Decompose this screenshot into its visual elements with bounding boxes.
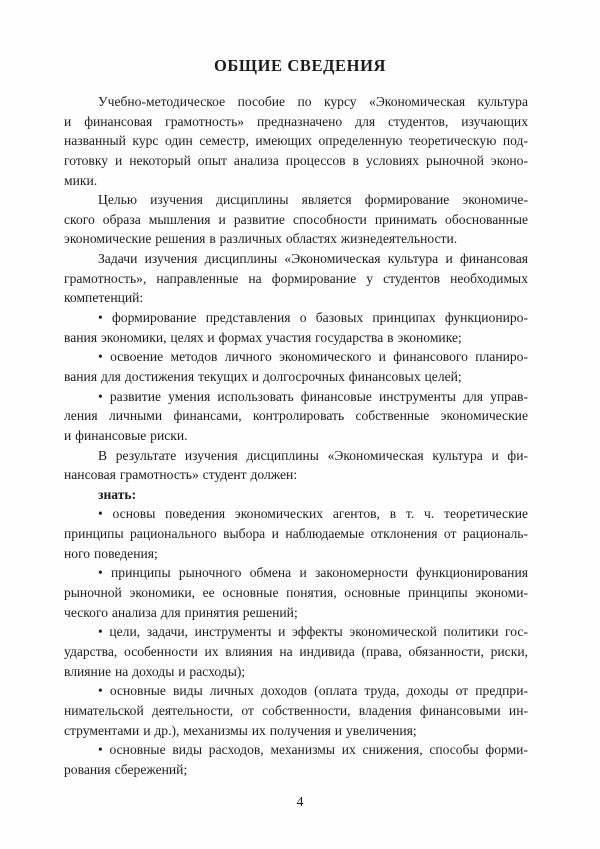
bullet-paragraph <box>64 347 528 386</box>
text-line: • освоение методов личного экономического и финансового планиро- <box>98 349 528 365</box>
text-line: • цели, задачи, инструменты и эффекты экономической политики гос- <box>98 624 528 640</box>
text-line: • основные виды расходов, механизмы их снижения, способы форми- <box>98 742 528 758</box>
text-line: нансовая грамотность» студент должен: <box>64 467 298 483</box>
text-line: ударства, особенности их влияния на индивида (права, обязанности, риски, <box>64 643 528 659</box>
text-line: ческого анализа для принятия решений; <box>64 604 298 620</box>
text-line: • принципы рыночного обмена и закономерности функционирования <box>98 565 528 581</box>
text-line: мики. <box>64 172 98 188</box>
bullet-paragraph <box>64 681 528 740</box>
text-line: вания экономики, целях и формах участия государства в экономике; <box>64 329 462 345</box>
text-line: Учебно-методическое пособие по курсу «Экономическая культура <box>98 94 528 109</box>
text-line: названный курс один семестр, имеющих определенную теоретическую под- <box>64 133 528 149</box>
bullet-paragraph <box>64 622 528 681</box>
paragraph <box>64 92 528 190</box>
bullet-paragraph <box>64 387 528 446</box>
bullet-paragraph <box>64 740 528 779</box>
text-line: знать: <box>98 486 137 502</box>
text-line: принципы рационального выбора и наблюдаемые отклонения от рациональ- <box>64 526 528 542</box>
text-line: рыночной экономики, ее основные понятия, основные принципы экономи- <box>64 585 528 601</box>
text-line: готовку и некоторый опыт анализа процессов в условиях рыночной эконо- <box>64 152 528 168</box>
text-line: • развитие умения использовать финансовые инструменты для управ- <box>98 388 528 404</box>
paragraph <box>64 446 528 485</box>
text-line: • основы поведения экономических агентов, в т. ч. теоретические <box>98 506 528 522</box>
bullet-paragraph <box>64 504 528 563</box>
text-line: компетенций: <box>64 290 144 306</box>
text-line: • формирование представления о базовых принципах функциониро- <box>98 310 528 326</box>
text-line: ного поведения; <box>64 545 158 561</box>
text-line: нимательской деятельности, от собственности, владения финансовыми ин- <box>64 702 528 718</box>
paragraph <box>64 249 528 308</box>
text-line: и финансовая грамотность» предназначено для студентов, изучающих <box>64 113 528 129</box>
text-line: Задачи изучения дисциплины «Экономическая культура и финансовая <box>98 251 528 267</box>
text-line: влияние на доходы и расходы); <box>64 663 246 679</box>
page-number: 4 <box>296 795 304 810</box>
page-title: ОБЩИЕ СВЕДЕНИЯ <box>213 56 387 75</box>
text-line: Целью изучения дисциплины является формирование экономиче- <box>98 192 528 208</box>
bullet-paragraph <box>64 308 528 347</box>
text-line: экономические решения в различных областях жизнедеятельности. <box>64 231 458 247</box>
text-line: ского образа мышления и развитие способности принимать обоснованные <box>64 211 528 227</box>
text-line: вания для достижения текущих и долгосрочных финансовых целей; <box>64 368 462 384</box>
text-line: В результате изучения дисциплины «Экономическая культура и фи- <box>98 447 528 463</box>
text-line: ления личными финансами, контролировать собственные экономические <box>64 408 528 424</box>
text-line: рования сбережений; <box>64 761 188 777</box>
document-body <box>64 92 528 779</box>
text-line: струментами и др.), механизмы их получения и увеличения; <box>64 722 417 738</box>
bullet-paragraph <box>64 563 528 622</box>
text-line: • основные виды личных доходов (оплата труда, доходы от предпри- <box>98 683 528 699</box>
paragraph <box>64 485 528 505</box>
text-line: и финансовые риски. <box>64 427 188 443</box>
text-line: грамотность», направленные на формирование у студентов необходимых <box>64 270 528 286</box>
paragraph <box>64 190 528 249</box>
